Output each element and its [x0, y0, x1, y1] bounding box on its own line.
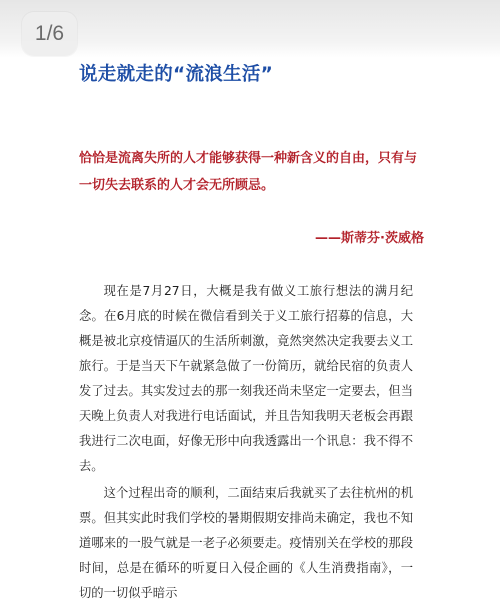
article-body [79, 279, 413, 608]
epigraph-attribution: ——斯蒂芬·茨威格 [315, 231, 424, 246]
epigraph-quote: 恰恰是流离失所的人才能够获得一种新含义的自由，只有与一切失去联系的人才会无所顾忌。 [79, 151, 418, 193]
article-paragraph: 这个过程出奇的顺利，二面结束后我就买了去往杭州的机票。但其实此时我们学校的暑期假期安排尚未确定，我也不知道哪来的一股气就是一老子必须要走。疫情别关在学校的那段时间，总是在循环的听夏日入侵企画的《人生消费指南》，一切的一切似乎暗示 [79, 486, 413, 600]
page-counter-badge: 1/6 [22, 12, 77, 56]
article-title: 说走就走的“流浪生活” [79, 64, 274, 85]
article-paragraph: 现在是7月27日，大概是我有做义工旅行想法的满月纪念。在6月底的时候在微信看到关于义工旅行招募的信息，大概是被北京疫情逼仄的生活所刺激，竟然突然决定我要去义工旅行。于是当天下午就紧急做了一份简历，就给民宿的负责人发了过去。其实发过去的那一刻我还尚未坚定一定要去，但当天晚上负责人对我进行电话面试，并且告知我明天老板会再跟我进行二次电面，好像无形中向我透露出一个讯息：我不得不去。 [79, 284, 413, 473]
